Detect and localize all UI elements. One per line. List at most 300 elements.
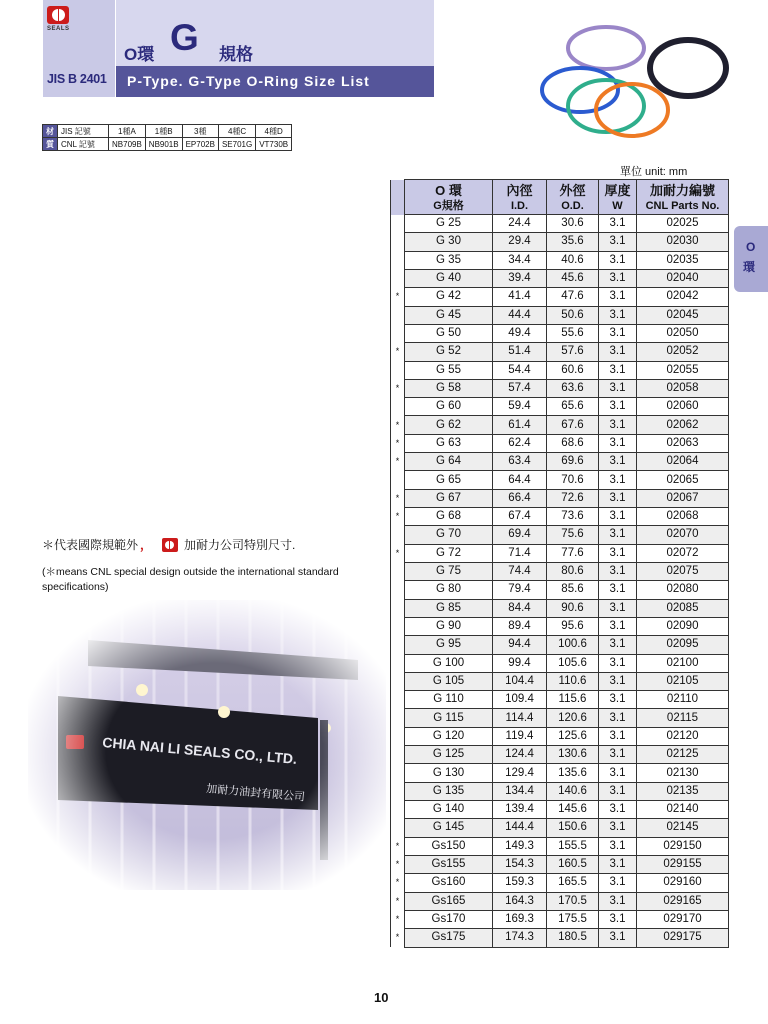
cell-w: 3.1 (599, 782, 637, 800)
cell-spec: G 63 (405, 434, 493, 452)
cell-star: * (391, 379, 405, 397)
cell-spec: G 58 (405, 379, 493, 397)
cell-id: 79.4 (493, 581, 547, 599)
cell-w: 3.1 (599, 709, 637, 727)
table-row (391, 416, 729, 434)
cell-id: 84.4 (493, 599, 547, 617)
logo-mark-icon (47, 6, 69, 24)
cell-id: 89.4 (493, 617, 547, 635)
cell-part: 029175 (637, 929, 729, 947)
cell-spec: G 42 (405, 288, 493, 306)
cell-part: 02052 (637, 343, 729, 361)
cell-id: 129.4 (493, 764, 547, 782)
table-row (391, 709, 729, 727)
cell-part: 02095 (637, 636, 729, 654)
cell-part: 02070 (637, 526, 729, 544)
cell-star (391, 801, 405, 819)
cell-od: 63.6 (547, 379, 599, 397)
cell-part: 02075 (637, 562, 729, 580)
cell-star: * (391, 874, 405, 892)
column-header-od: 外徑 O.D. (547, 180, 599, 215)
cell-od: 115.6 (547, 691, 599, 709)
cell-id: 63.4 (493, 453, 547, 471)
cell-spec: G 50 (405, 324, 493, 342)
cell-id: 134.4 (493, 782, 547, 800)
table-row (391, 727, 729, 745)
table-row (391, 691, 729, 709)
side-tab-o-ring (734, 226, 768, 292)
cell-part: 029160 (637, 874, 729, 892)
cell-id: 39.4 (493, 269, 547, 287)
cell-od: 55.6 (547, 324, 599, 342)
cell-star (391, 764, 405, 782)
column-header-part-no: 加耐力編號 CNL Parts No. (637, 180, 729, 215)
header-subtitle-band (116, 66, 434, 97)
cell-w: 3.1 (599, 764, 637, 782)
materials-table (42, 124, 292, 151)
cell-id: 119.4 (493, 727, 547, 745)
materials-row-cnl (43, 138, 292, 151)
cell-part: 02030 (637, 233, 729, 251)
cell-od: 170.5 (547, 892, 599, 910)
table-row (391, 764, 729, 782)
cell-star (391, 324, 405, 342)
cell-part: 02090 (637, 617, 729, 635)
cell-w: 3.1 (599, 855, 637, 873)
cell-part: 02105 (637, 672, 729, 690)
cell-star (391, 215, 405, 233)
cell-od: 77.6 (547, 544, 599, 562)
cell-w: 3.1 (599, 416, 637, 434)
cell-star (391, 819, 405, 837)
cell-w: 3.1 (599, 654, 637, 672)
cell-part: 02085 (637, 599, 729, 617)
materials-cell: SE701G (218, 138, 255, 151)
cell-spec: G 30 (405, 233, 493, 251)
table-row (391, 874, 729, 892)
table-row (391, 508, 729, 526)
cell-w: 3.1 (599, 801, 637, 819)
cell-w: 3.1 (599, 215, 637, 233)
table-row (391, 215, 729, 233)
title-g-letter: G (170, 17, 199, 58)
cell-part: 02135 (637, 782, 729, 800)
cell-od: 105.6 (547, 654, 599, 672)
cell-id: 154.3 (493, 855, 547, 873)
cell-star: * (391, 910, 405, 928)
cell-w: 3.1 (599, 929, 637, 947)
cell-spec: G 68 (405, 508, 493, 526)
cell-part: 02068 (637, 508, 729, 526)
materials-label-bottom: 質 (43, 138, 58, 151)
cell-part: 029150 (637, 837, 729, 855)
cell-od: 45.6 (547, 269, 599, 287)
cell-w: 3.1 (599, 233, 637, 251)
cell-w: 3.1 (599, 361, 637, 379)
cell-id: 114.4 (493, 709, 547, 727)
table-row (391, 562, 729, 580)
cell-od: 73.6 (547, 508, 599, 526)
cell-star (391, 306, 405, 324)
table-row (391, 324, 729, 342)
cell-part: 02140 (637, 801, 729, 819)
cell-od: 180.5 (547, 929, 599, 947)
header-title-panel (116, 0, 434, 66)
o-ring-size-table (390, 179, 729, 948)
cell-star (391, 599, 405, 617)
cell-star (391, 251, 405, 269)
table-row (391, 361, 729, 379)
cell-star (391, 691, 405, 709)
cell-id: 66.4 (493, 489, 547, 507)
cell-w: 3.1 (599, 251, 637, 269)
cell-part: 02100 (637, 654, 729, 672)
cell-part: 02080 (637, 581, 729, 599)
cell-star (391, 727, 405, 745)
cell-od: 135.6 (547, 764, 599, 782)
cell-od: 60.6 (547, 361, 599, 379)
cell-id: 41.4 (493, 288, 547, 306)
cell-w: 3.1 (599, 544, 637, 562)
cell-id: 29.4 (493, 233, 547, 251)
cell-part: 02145 (637, 819, 729, 837)
column-header-id: 內徑 I.D. (493, 180, 547, 215)
cell-id: 164.3 (493, 892, 547, 910)
cell-id: 124.4 (493, 746, 547, 764)
cell-w: 3.1 (599, 288, 637, 306)
cell-part: 029155 (637, 855, 729, 873)
o-ring-black (650, 40, 726, 96)
materials-cell: 3種 (182, 125, 218, 138)
column-header-spec: O 環 G規格 (405, 180, 493, 215)
cell-star: * (391, 855, 405, 873)
cell-w: 3.1 (599, 526, 637, 544)
cell-id: 24.4 (493, 215, 547, 233)
cell-part: 02045 (637, 306, 729, 324)
cell-od: 120.6 (547, 709, 599, 727)
cell-id: 59.4 (493, 398, 547, 416)
table-row (391, 453, 729, 471)
table-row (391, 581, 729, 599)
cell-w: 3.1 (599, 324, 637, 342)
cell-star: * (391, 892, 405, 910)
cell-od: 125.6 (547, 727, 599, 745)
cell-star: * (391, 288, 405, 306)
cell-spec: G 95 (405, 636, 493, 654)
cell-spec: Gs150 (405, 837, 493, 855)
table-row (391, 782, 729, 800)
cell-od: 75.6 (547, 526, 599, 544)
cell-star (391, 233, 405, 251)
cell-part: 02025 (637, 215, 729, 233)
materials-cell: JIS 記號 (58, 125, 109, 138)
cell-spec: G 65 (405, 471, 493, 489)
cell-star: * (391, 434, 405, 452)
cell-star (391, 746, 405, 764)
cell-id: 159.3 (493, 874, 547, 892)
cell-part: 02042 (637, 288, 729, 306)
cell-spec: G 60 (405, 398, 493, 416)
cell-id: 169.3 (493, 910, 547, 928)
cell-part: 02058 (637, 379, 729, 397)
cell-id: 61.4 (493, 416, 547, 434)
cell-spec: G 45 (405, 306, 493, 324)
o-rings-illustration (536, 20, 736, 145)
materials-cell: 4種D (256, 125, 292, 138)
page-number: 10 (374, 990, 389, 1005)
cell-part: 02110 (637, 691, 729, 709)
cell-id: 71.4 (493, 544, 547, 562)
cell-part: 02062 (637, 416, 729, 434)
note-zh-suffix: 加耐力公司特別尺寸. (184, 538, 296, 552)
cell-w: 3.1 (599, 672, 637, 690)
cell-w: 3.1 (599, 562, 637, 580)
table-row (391, 617, 729, 635)
cell-od: 100.6 (547, 636, 599, 654)
cell-star: * (391, 453, 405, 471)
cell-spec: G 110 (405, 691, 493, 709)
cell-od: 65.6 (547, 398, 599, 416)
materials-cell: CNL 記號 (58, 138, 109, 151)
column-header-mark (391, 180, 405, 215)
cell-star (391, 398, 405, 416)
cell-od: 95.6 (547, 617, 599, 635)
cell-od: 130.6 (547, 746, 599, 764)
cell-spec: G 75 (405, 562, 493, 580)
cell-w: 3.1 (599, 636, 637, 654)
cell-od: 110.6 (547, 672, 599, 690)
cell-spec: Gs160 (405, 874, 493, 892)
cell-star (391, 636, 405, 654)
cell-star (391, 562, 405, 580)
cell-spec: G 80 (405, 581, 493, 599)
title-o-ring: O環 (124, 45, 155, 64)
cell-w: 3.1 (599, 910, 637, 928)
cell-star: * (391, 508, 405, 526)
cell-od: 35.6 (547, 233, 599, 251)
cell-w: 3.1 (599, 617, 637, 635)
cell-spec: Gs165 (405, 892, 493, 910)
cell-part: 02072 (637, 544, 729, 562)
cell-spec: G 64 (405, 453, 493, 471)
cell-part: 02035 (637, 251, 729, 269)
table-row (391, 654, 729, 672)
cell-w: 3.1 (599, 508, 637, 526)
cell-part: 029170 (637, 910, 729, 928)
cell-id: 74.4 (493, 562, 547, 580)
cell-w: 3.1 (599, 379, 637, 397)
cell-star: * (391, 416, 405, 434)
table-row (391, 233, 729, 251)
cell-od: 57.6 (547, 343, 599, 361)
cell-part: 02064 (637, 453, 729, 471)
note-english: (＊means CNL special design outside the international standard specifications) (42, 566, 339, 593)
cell-od: 160.5 (547, 855, 599, 873)
cell-od: 140.6 (547, 782, 599, 800)
cell-w: 3.1 (599, 892, 637, 910)
cell-part: 02130 (637, 764, 729, 782)
note-chinese (42, 536, 295, 553)
cell-od: 145.6 (547, 801, 599, 819)
cell-id: 139.4 (493, 801, 547, 819)
table-row (391, 269, 729, 287)
side-tab-letter: O (746, 240, 756, 254)
cell-part: 02040 (637, 269, 729, 287)
materials-cell: 4種C (218, 125, 255, 138)
o-ring-purple (568, 27, 644, 69)
table-body (391, 215, 729, 948)
cell-spec: G 120 (405, 727, 493, 745)
cell-id: 174.3 (493, 929, 547, 947)
cell-part: 02055 (637, 361, 729, 379)
cell-part: 02115 (637, 709, 729, 727)
cell-star (391, 782, 405, 800)
cell-part: 02125 (637, 746, 729, 764)
cell-id: 44.4 (493, 306, 547, 324)
cell-spec: G 105 (405, 672, 493, 690)
table-row (391, 819, 729, 837)
cell-id: 109.4 (493, 691, 547, 709)
cell-od: 30.6 (547, 215, 599, 233)
materials-cell: NB901B (145, 138, 182, 151)
cell-id: 94.4 (493, 636, 547, 654)
unit-label: 單位 unit: mm (620, 166, 688, 178)
note-zh-prefix: ＊代表國際規範外 (42, 538, 139, 552)
cell-spec: G 135 (405, 782, 493, 800)
side-tab-char: 環 (743, 260, 756, 274)
cell-spec: G 62 (405, 416, 493, 434)
cell-spec: G 115 (405, 709, 493, 727)
cell-od: 40.6 (547, 251, 599, 269)
table-row (391, 343, 729, 361)
cell-w: 3.1 (599, 306, 637, 324)
cell-w: 3.1 (599, 746, 637, 764)
cell-id: 64.4 (493, 471, 547, 489)
cell-od: 68.6 (547, 434, 599, 452)
cell-w: 3.1 (599, 599, 637, 617)
cell-star (391, 672, 405, 690)
table-row (391, 471, 729, 489)
cell-spec: G 72 (405, 544, 493, 562)
table-row (391, 746, 729, 764)
cell-star (391, 709, 405, 727)
cell-id: 144.4 (493, 819, 547, 837)
cell-w: 3.1 (599, 819, 637, 837)
cell-id: 51.4 (493, 343, 547, 361)
cell-spec: Gs170 (405, 910, 493, 928)
cell-part: 02063 (637, 434, 729, 452)
cell-w: 3.1 (599, 581, 637, 599)
materials-cell: VT730B (256, 138, 292, 151)
page-subtitle: P-Type. G-Type O-Ring Size List (127, 73, 370, 89)
cell-w: 3.1 (599, 489, 637, 507)
cell-spec: G 125 (405, 746, 493, 764)
cell-spec: G 25 (405, 215, 493, 233)
cell-spec: G 67 (405, 489, 493, 507)
cell-w: 3.1 (599, 434, 637, 452)
cell-w: 3.1 (599, 471, 637, 489)
table-header-row (391, 180, 729, 215)
cell-id: 99.4 (493, 654, 547, 672)
cell-od: 70.6 (547, 471, 599, 489)
table-row (391, 672, 729, 690)
cell-od: 165.5 (547, 874, 599, 892)
cell-w: 3.1 (599, 691, 637, 709)
table-row (391, 636, 729, 654)
cell-od: 155.5 (547, 837, 599, 855)
table-row (391, 837, 729, 855)
cell-w: 3.1 (599, 398, 637, 416)
cell-part: 02065 (637, 471, 729, 489)
table-row (391, 251, 729, 269)
materials-cell: EP702B (182, 138, 218, 151)
cell-part: 02067 (637, 489, 729, 507)
cell-spec: G 130 (405, 764, 493, 782)
cell-spec: G 40 (405, 269, 493, 287)
table-row (391, 910, 729, 928)
cell-star: * (391, 837, 405, 855)
cell-spec: G 55 (405, 361, 493, 379)
cell-spec: Gs155 (405, 855, 493, 873)
cell-id: 54.4 (493, 361, 547, 379)
cell-od: 69.6 (547, 453, 599, 471)
cell-w: 3.1 (599, 874, 637, 892)
cell-spec: Gs175 (405, 929, 493, 947)
cell-part: 02120 (637, 727, 729, 745)
table-row (391, 855, 729, 873)
table-row (391, 892, 729, 910)
cell-id: 69.4 (493, 526, 547, 544)
table-row (391, 544, 729, 562)
materials-cell: NB709B (109, 138, 146, 151)
company-logo (47, 6, 73, 36)
table-row (391, 398, 729, 416)
cell-star: * (391, 544, 405, 562)
cell-spec: G 90 (405, 617, 493, 635)
cell-id: 57.4 (493, 379, 547, 397)
cell-id: 149.3 (493, 837, 547, 855)
cell-w: 3.1 (599, 269, 637, 287)
cell-star (391, 581, 405, 599)
cell-spec: G 100 (405, 654, 493, 672)
cell-star: * (391, 929, 405, 947)
table-row (391, 801, 729, 819)
cell-star: * (391, 343, 405, 361)
cell-star (391, 471, 405, 489)
cell-id: 49.4 (493, 324, 547, 342)
cell-spec: G 35 (405, 251, 493, 269)
cell-part: 02050 (637, 324, 729, 342)
table-row (391, 489, 729, 507)
cell-od: 80.6 (547, 562, 599, 580)
materials-cell: 1種B (145, 125, 182, 138)
title-spec: 規格 (219, 45, 253, 64)
cell-id: 67.4 (493, 508, 547, 526)
cell-id: 104.4 (493, 672, 547, 690)
materials-cell: 1種A (109, 125, 146, 138)
cell-od: 85.6 (547, 581, 599, 599)
table-row (391, 929, 729, 947)
cell-star: * (391, 489, 405, 507)
storefront-photo (28, 600, 386, 890)
cell-id: 34.4 (493, 251, 547, 269)
materials-label-top: 材 (43, 125, 58, 138)
cell-star (391, 269, 405, 287)
table-row (391, 288, 729, 306)
table-row (391, 306, 729, 324)
cell-od: 150.6 (547, 819, 599, 837)
cell-spec: G 140 (405, 801, 493, 819)
